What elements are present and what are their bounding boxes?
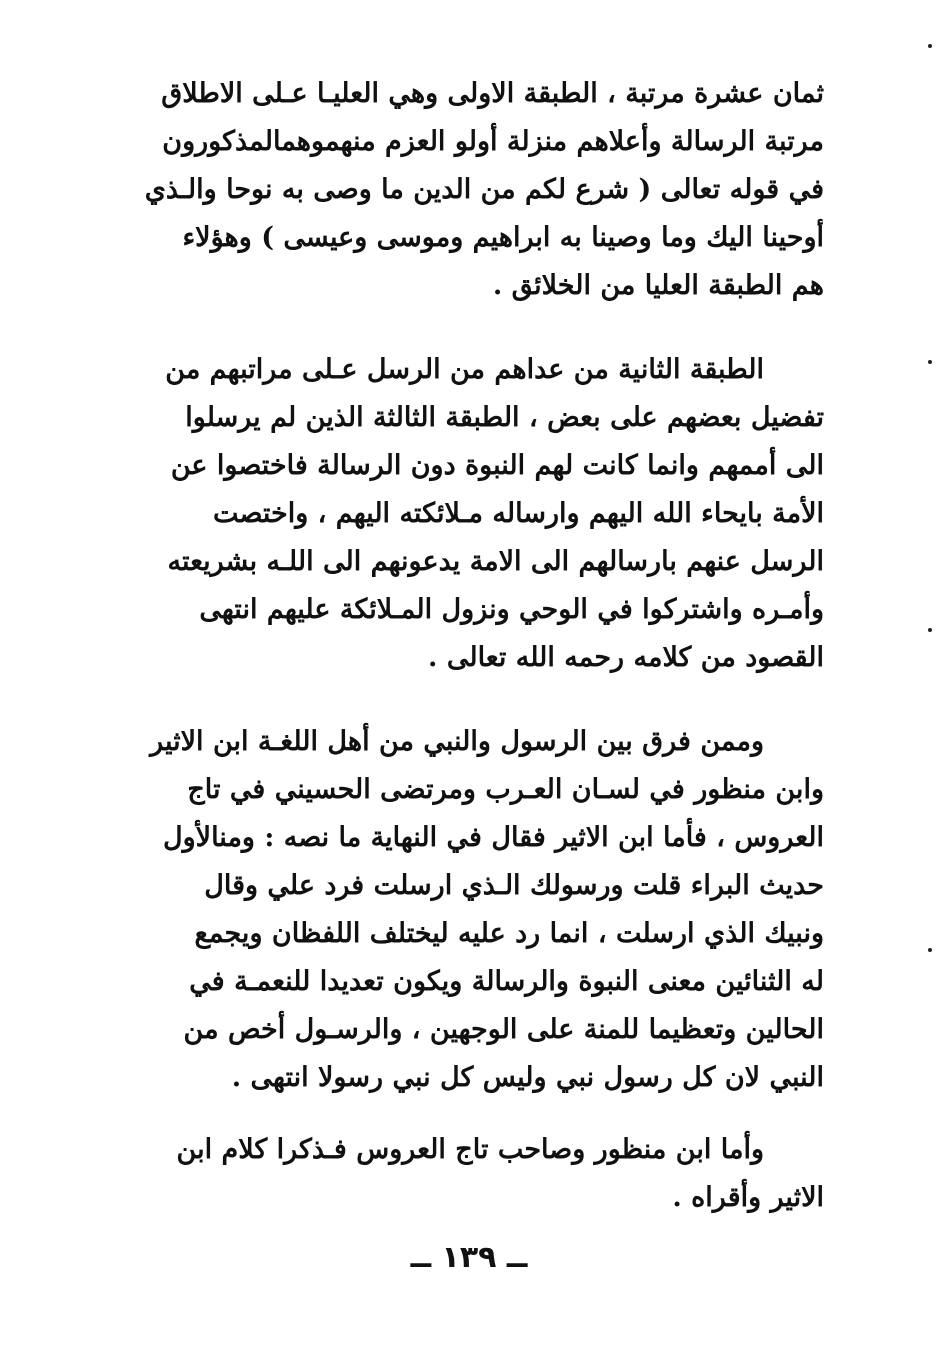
text-line: الى أممهم وانما كانت لهم النبوة دون الرسالة فاختصوا عن xyxy=(170,450,824,481)
text-line: القصود من كلامه رحمه الله تعالى . xyxy=(428,642,824,673)
text-line: حديث البراء قلت ورسولك الـذي ارسلت فرد علي وقال xyxy=(204,870,824,901)
text-line: الرسل عنهم بارسالهم الى الامة يدعونهم الى اللـه بشريعته xyxy=(167,546,824,577)
text-line: في قوله تعالى ( شرع لكم من الدين ما وصى به نوحا والـذي xyxy=(144,174,824,205)
text-line: النبي لان كل رسول نبي وليس كل نبي رسولا انتهى . xyxy=(231,1062,824,1093)
text-line: الاثير وأقراه . xyxy=(672,1182,824,1213)
paragraph-2 xyxy=(68,346,824,682)
text-line: وابن منظور في لسـان العـرب ومرتضى الحسيني في تاج xyxy=(187,774,824,805)
text-line: تفضيل بعضهم على بعض ، الطبقة الثالثة الذين لم يرسلوا xyxy=(185,402,824,433)
text-line: الحالين وتعظيما للمنة على الوجهين ، والرسـول أخص من xyxy=(183,1014,824,1045)
text-line: ونبيك الذي ارسلت ، انما رد عليه ليختلف اللفظان ويجمع xyxy=(194,918,824,949)
text-line: هم الطبقة العليا من الخلائق . xyxy=(492,270,824,301)
text-line: الطبقة الثانية من عداهم من الرسل عـلى مراتبهم من xyxy=(165,354,764,385)
text-line: وممن فرق بين الرسول والنبي من أهل اللغـة ابن الاثير xyxy=(150,726,764,757)
text-line: وأما ابن منظور وصاحب تاج العروس فـذكرا كلام ابن xyxy=(176,1134,764,1165)
text-line: العروس ، فأما ابن الاثير فقال في النهاية ما نصه : ومنالأول xyxy=(163,822,824,853)
paragraph-1 xyxy=(68,70,824,310)
paragraph-3 xyxy=(68,718,824,1102)
text-line: له الثنائين معنى النبوة والرسالة ويكون تعديدا للنعمـة في xyxy=(189,966,824,997)
paragraph-4 xyxy=(68,1126,824,1222)
margin-dot xyxy=(928,44,932,48)
margin-dot xyxy=(928,948,932,952)
margin-dot xyxy=(928,360,932,364)
text-line: ثمان عشرة مرتبة ، الطبقة الاولى وهي العليـا عـلى الاطلاق xyxy=(161,78,824,109)
margin-dot xyxy=(928,628,932,632)
text-line: مرتبة الرسالة وأعلاهم منزلة أولو العزم منهموهمالمذكورون xyxy=(162,126,824,157)
page-number: ــ ١٣٩ ــ xyxy=(410,1240,528,1275)
text-line: الأمة بايحاء الله اليهم وارساله مـلائكته اليهم ، واختصت xyxy=(212,498,824,529)
text-line: أوحينا اليك وما وصينا به ابراهيم وموسى وعيسى ) وهؤلاء xyxy=(182,222,824,253)
text-line: وأمـره واشتركوا في الوحي ونزول المـلائكة عليهم انتهى xyxy=(199,594,824,625)
